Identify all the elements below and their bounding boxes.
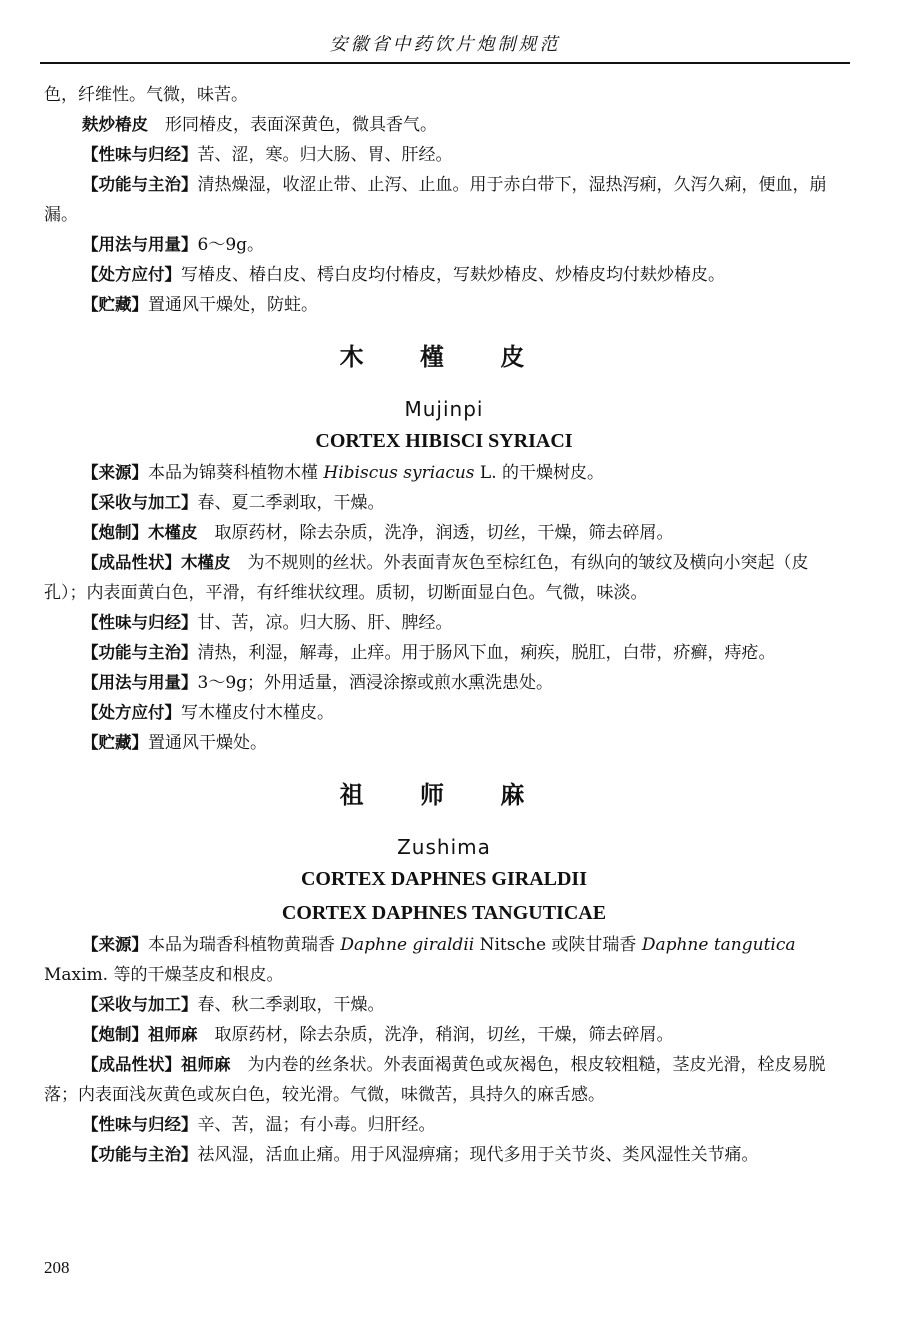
caishou-text: 春、秋二季剥取，干燥。	[197, 995, 385, 1015]
laiyuan-label: 【来源】	[82, 935, 148, 954]
laiyuan-text-end: Maxim. 等的干燥茎皮和根皮。	[44, 965, 284, 985]
xingzhuang-paragraph	[44, 548, 844, 608]
entry-pinyin: Mujinpi	[404, 397, 484, 421]
entry-title: 祖 师 麻	[339, 781, 549, 809]
chufang-label: 【处方应付】	[82, 703, 181, 722]
xingwei-paragraph	[44, 1110, 844, 1140]
laiyuan-text: 本品为锦葵科植物木槿	[148, 463, 324, 483]
yongfa-paragraph	[44, 668, 844, 698]
gongneng-paragraph	[44, 170, 844, 230]
xingzhuang-label: 【成品性状】祖师麻	[82, 1055, 231, 1074]
gongneng-label: 【功能与主治】	[82, 175, 198, 194]
entry-zushima	[44, 780, 844, 1170]
page-body	[44, 80, 844, 1170]
paozhi-label: 【炮制】祖师麻	[82, 1025, 198, 1044]
yongfa-label: 【用法与用量】	[82, 673, 198, 692]
gongneng-label: 【功能与主治】	[82, 1145, 198, 1164]
zhucang-text: 置通风干燥处。	[148, 733, 267, 753]
paozhi-text: 取原药材，除去杂质，洗净，润透，切丝，干燥，筛去碎屑。	[197, 523, 674, 543]
zhucang-paragraph	[44, 290, 844, 320]
chufang-text: 写木槿皮付木槿皮。	[181, 703, 334, 723]
paozhi-text: 取原药材，除去杂质，洗净，稍润，切丝，干燥，筛去碎屑。	[197, 1025, 674, 1045]
yongfa-paragraph	[44, 230, 844, 260]
entry-mujinpi	[44, 342, 844, 758]
gongneng-paragraph	[44, 1140, 844, 1170]
prev-entry	[44, 80, 844, 320]
zhucang-text: 置通风干燥处，防蛀。	[148, 295, 318, 315]
running-header: 安徽省中药饮片炮制规范	[329, 34, 561, 55]
xingwei-paragraph	[44, 140, 844, 170]
entry-latin-name: CORTEX HIBISCI SYRIACI	[315, 430, 573, 452]
zhucang-label: 【贮藏】	[82, 295, 148, 314]
caishou-label: 【采收与加工】	[82, 995, 198, 1014]
xingwei-label: 【性味与归经】	[82, 1115, 198, 1134]
xingwei-text: 甘、苦，凉。归大肠、肝、脾经。	[197, 613, 453, 633]
xingwei-text: 苦、涩，寒。归大肠、胃、肝经。	[197, 145, 453, 165]
entry-latin-name-2: CORTEX DAPHNES TANGUTICAE	[281, 902, 607, 924]
caishou-paragraph	[44, 990, 844, 1020]
gongneng-label: 【功能与主治】	[82, 643, 198, 662]
continuation-line: 色，纤维性。气微，味苦。	[44, 85, 248, 105]
species-name-2: Daphne tangutica	[641, 935, 796, 955]
species-name-1: Daphne giraldii	[340, 935, 475, 955]
xingzhuang-label: 【成品性状】木槿皮	[82, 553, 231, 572]
fuchao-label: 麸炒椿皮	[82, 115, 148, 134]
laiyuan-text-mid: Nitsche 或陕甘瑞香	[474, 935, 642, 955]
xingwei-label: 【性味与归经】	[82, 613, 198, 632]
gongneng-paragraph	[44, 638, 844, 668]
entry-title: 木 槿 皮	[339, 343, 549, 371]
xingzhuang-paragraph	[44, 1050, 844, 1110]
caishou-paragraph	[44, 488, 844, 518]
entry-latin-name-1: CORTEX DAPHNES GIRALDII	[300, 868, 587, 890]
laiyuan-paragraph	[44, 930, 844, 990]
caishou-label: 【采收与加工】	[82, 493, 198, 512]
species-name: Hibiscus syriacus	[323, 463, 475, 483]
caishou-text: 春、夏二季剥取，干燥。	[197, 493, 385, 513]
paozhi-paragraph	[44, 1020, 844, 1050]
xingzhuang-text: 为不规则的丝状。外表面青灰色至棕红色，有纵向的皱纹及横向小突起（皮孔）；内表面黄白色，平滑，有纤维状纹理。质韧，切断面显白色。气微，味淡。	[44, 553, 809, 603]
chufang-label: 【处方应付】	[82, 265, 181, 284]
yongfa-text: 3～9g；外用适量，酒浸涂擦或煎水熏洗患处。	[197, 673, 554, 693]
xingwei-text: 辛、苦，温；有小毒。归肝经。	[197, 1115, 436, 1135]
page-number: 208	[44, 1258, 70, 1277]
zhucang-label: 【贮藏】	[82, 733, 148, 752]
xingwei-paragraph	[44, 608, 844, 638]
laiyuan-text: 本品为瑞香科植物黄瑞香	[148, 935, 341, 955]
gongneng-text: 祛风湿，活血止痛。用于风湿痹痛；现代多用于关节炎、类风湿性关节痛。	[197, 1145, 759, 1165]
laiyuan-text-end: L. 的干燥树皮。	[474, 463, 605, 483]
laiyuan-paragraph	[44, 458, 844, 488]
gongneng-text: 清热燥湿，收涩止带、止泻、止血。用于赤白带下，湿热泻痢，久泻久痢，便血，崩漏。	[44, 175, 827, 225]
fuchao-paragraph	[44, 110, 844, 140]
xingwei-label: 【性味与归经】	[82, 145, 198, 164]
paozhi-label: 【炮制】木槿皮	[82, 523, 198, 542]
xingzhuang-text: 为内卷的丝条状。外表面褐黄色或灰褐色，根皮较粗糙，茎皮光滑，栓皮易脱落；内表面浅灰黄色或灰白色，较光滑。气微，味微苦，具持久的麻舌感。	[44, 1055, 826, 1105]
chufang-text: 写椿皮、椿白皮、樗白皮均付椿皮，写麸炒椿皮、炒椿皮均付麸炒椿皮。	[181, 265, 725, 285]
yongfa-label: 【用法与用量】	[82, 235, 198, 254]
paozhi-paragraph	[44, 518, 844, 548]
yongfa-text: 6～9g。	[197, 235, 265, 255]
zhucang-paragraph	[44, 728, 844, 758]
entry-pinyin: Zushima	[397, 835, 491, 859]
header-rule	[40, 62, 850, 64]
chufang-paragraph	[44, 698, 844, 728]
chufang-paragraph	[44, 260, 844, 290]
laiyuan-label: 【来源】	[82, 463, 148, 482]
fuchao-text: 形同椿皮，表面深黄色，微具香气。	[148, 115, 437, 135]
gongneng-text: 清热，利湿，解毒，止痒。用于肠风下血，痢疾，脱肛，白带，疥癣，痔疮。	[197, 643, 776, 663]
